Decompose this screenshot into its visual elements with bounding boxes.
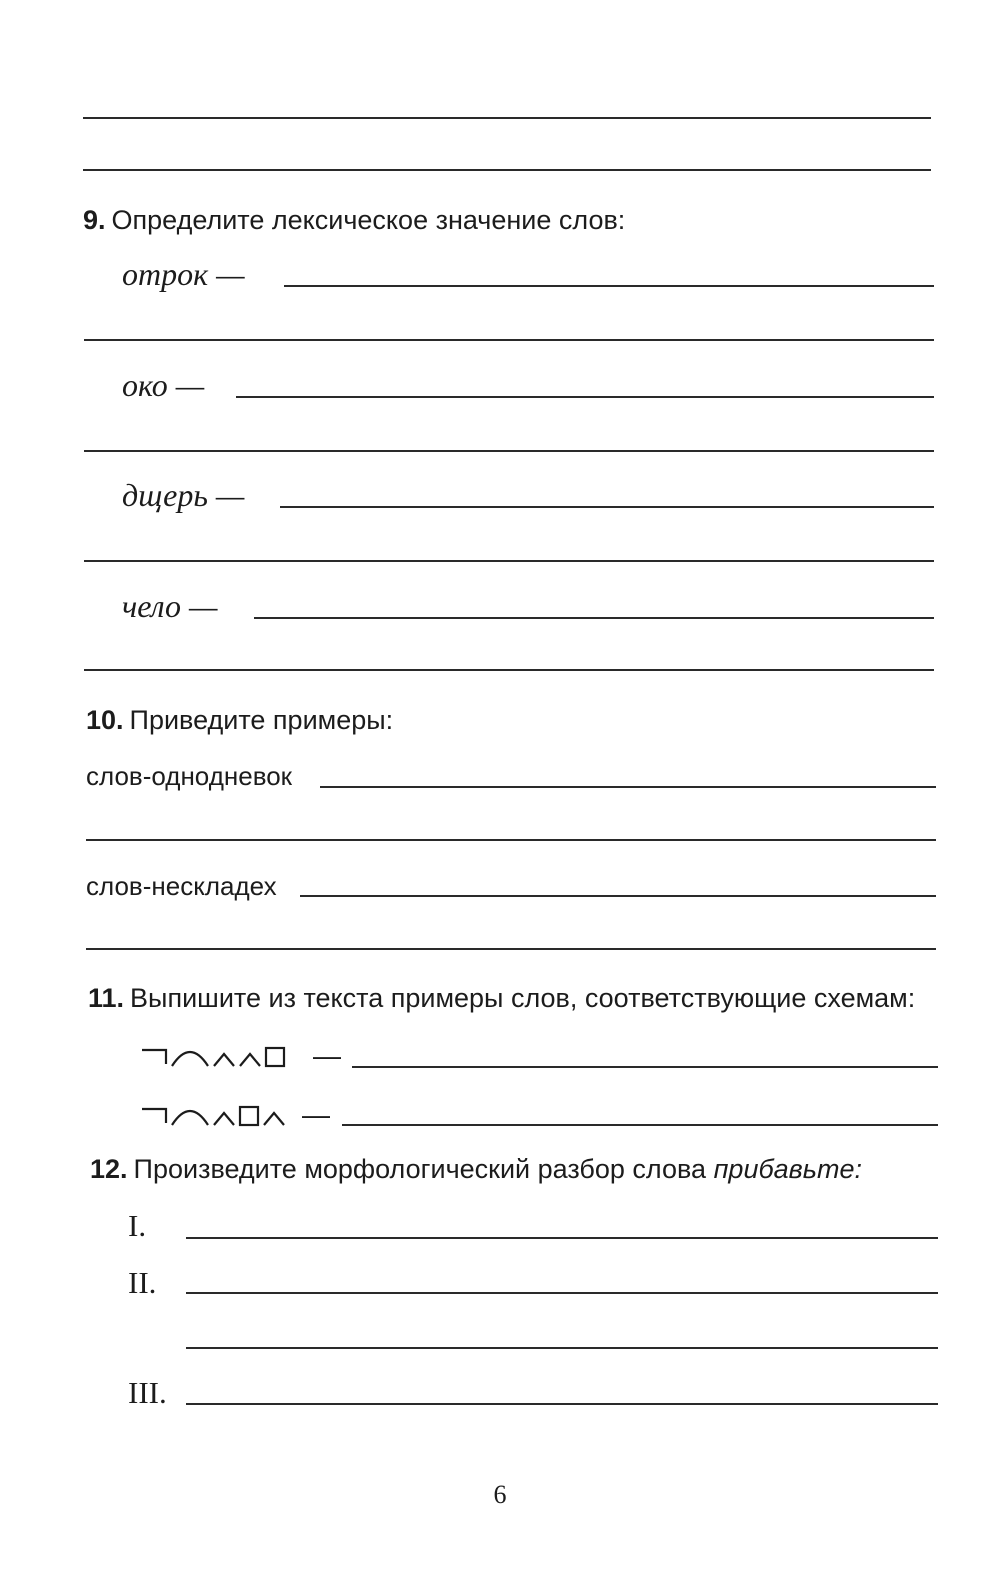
term-oko: око — [122,367,205,403]
morpheme-scheme-1 [140,1042,290,1072]
answer-line-otrok[interactable] [284,285,934,287]
task11-prompt: Выпишите из текста примеры слов, соответствующие схемам: [130,983,916,1013]
suffix-mark-icon [240,1054,260,1066]
scheme-2-dash: — [302,1099,330,1130]
term-dshcher: дщерь — [122,477,245,513]
label-odnodnevki: слов-однодневок [86,761,293,791]
root-arc-icon [172,1111,208,1125]
task12-prompt: Произведите морфологический разбор слова [133,1154,707,1184]
task10-heading [86,705,393,736]
answer-line-odnodnevki[interactable] [320,786,936,788]
answer-line[interactable] [84,450,934,452]
answer-line[interactable] [84,560,934,562]
root-arc-icon [172,1052,208,1066]
ending-box-icon [266,1048,284,1066]
task11-heading [88,983,915,1014]
scheme-1-dash: — [313,1040,341,1071]
answer-line[interactable] [84,669,934,671]
task10-prompt: Приведите примеры: [129,705,394,735]
answer-line-part-i[interactable] [186,1237,938,1239]
answer-line[interactable] [84,339,934,341]
term-chelo: чело — [122,588,218,624]
answer-line[interactable] [83,169,931,171]
answer-line-dshcher[interactable] [280,506,934,508]
task12-number: 12. [90,1154,128,1184]
task9-number: 9. [83,205,106,235]
answer-line[interactable] [83,117,931,119]
suffix-mark-icon [214,1113,234,1125]
label-neskladekh: слов-нескладех [86,871,277,901]
answer-line-oko[interactable] [236,396,934,398]
answer-line-scheme-2[interactable] [342,1124,938,1126]
part-iii-label: III. [128,1375,167,1410]
answer-line-scheme-1[interactable] [352,1066,938,1068]
ending-box-icon [240,1107,258,1125]
task9-prompt: Определите лексическое значение слов: [111,205,626,235]
task12-word: прибавьте: [713,1154,862,1184]
prefix-mark-icon [142,1050,166,1064]
part-ii-label: II. [128,1265,157,1300]
answer-line-chelo[interactable] [254,617,934,619]
answer-line-part-iii[interactable] [186,1403,938,1405]
term-otrok: отрок — [122,256,245,292]
suffix-mark-icon [214,1054,234,1066]
task12-heading [90,1154,862,1185]
answer-line-neskladekh[interactable] [300,895,936,897]
part-i-label: I. [128,1208,147,1243]
answer-line[interactable] [86,948,936,950]
answer-line[interactable] [86,839,936,841]
answer-line-part-ii-continued[interactable] [186,1347,938,1349]
answer-line-part-ii[interactable] [186,1292,938,1294]
morpheme-scheme-2 [140,1101,290,1131]
prefix-mark-icon [142,1109,166,1123]
page-number: 6 [493,1480,507,1509]
task9-heading [83,205,625,236]
postfix-mark-icon [264,1113,284,1125]
task10-number: 10. [86,705,124,735]
task11-number: 11. [88,983,125,1013]
